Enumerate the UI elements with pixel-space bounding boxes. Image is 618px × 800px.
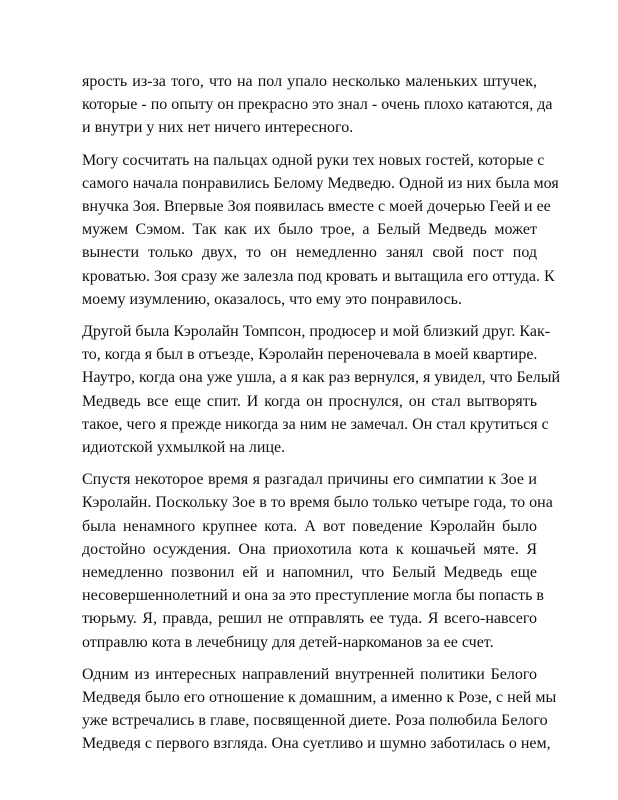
text-line: немедленно позвонил ей и напомнил, что Белый Медведь еще — [82, 564, 537, 582]
text-line: Медведя было его отношение к домашним, а именно к Розе, с ней мы — [82, 689, 557, 707]
text-line: уже встречались в главе, посвященной диете. Роза полюбила Белого — [82, 712, 548, 730]
text-line: и внутри у них нет ничего интересного. — [82, 119, 354, 137]
text-line: ярость из-за того, что на пол упало несколько маленьких штучек, — [82, 73, 537, 90]
text-line: Спустя некоторое время я разгадал причины его симпатии к Зое и — [82, 471, 537, 489]
text-line: несовершеннолетний и она за это преступление могла бы попасть в — [82, 587, 544, 605]
text-line: достойно осуждения. Она приохотила кота к кошачьей мяте. Я — [82, 540, 537, 558]
text-line: отправлю кота в лечебницу для детей-наркоманов за ее счет. — [82, 633, 494, 651]
text-line: которые - по опыту он прекрасно это знал - очень плохо катаются, да — [82, 96, 553, 114]
text-line: Кэролайн. Поскольку Зое в то время было только четыре года, то она — [82, 494, 553, 512]
text-line: Другой была Кэролайн Томпсон, продюсер и мой близкий друг. Как- — [82, 323, 551, 341]
text-line: мужем Сэмом. Так как их было трое, а Белый Медведь может — [82, 221, 537, 239]
paragraph-2 — [82, 149, 559, 311]
text-line: кроватью. Зоя сразу же залезла под кровать и вытащила его оттуда. К — [82, 267, 555, 285]
text-line: Наутро, когда она уже ушла, а я как раз вернулся, я увидел, что Белый — [82, 369, 561, 387]
text-line: Медведь все еще спит. И когда он проснулся, он стал вытворять — [82, 392, 537, 410]
text-line: Одним из интересных направлений внутренней политики Белого — [82, 665, 537, 683]
document-page — [82, 70, 561, 765]
text-line: Медведя с первого взгляда. Она суетливо и шумно заботилась о нем, — [82, 735, 551, 753]
text-line: самого начала понравились Белому Медведю. Одной из них была моя — [82, 174, 559, 192]
paragraph-3 — [82, 320, 561, 459]
text-line: тюрьму. Я, правда, решил не отправлять ее туда. Я всего-навсего — [82, 610, 537, 628]
text-line: моему изумлению, оказалось, что ему это понравилось. — [82, 290, 462, 308]
text-line: была ненамного крупнее кота. А вот поведение Кэролайн было — [82, 517, 537, 535]
text-line: такое, чего я прежде никогда за ним не замечал. Он стал крутиться с — [82, 415, 549, 433]
paragraph-5 — [82, 663, 557, 756]
text-line: идиотской ухмылкой на лице. — [82, 439, 286, 457]
paragraph-1 — [82, 70, 553, 140]
text-line: внучка Зоя. Впервые Зоя появилась вместе с моей дочерью Геей и ее — [82, 198, 551, 216]
text-line: то, когда я был в отъезде, Кэролайн переночевала в моей квартире. — [82, 346, 538, 364]
paragraph-4 — [82, 468, 553, 654]
text-line: Могу сосчитать на пальцах одной руки тех новых гостей, которые с — [82, 151, 545, 169]
text-line: вынести только двух, то он немедленно занял свой пост под — [82, 244, 537, 262]
